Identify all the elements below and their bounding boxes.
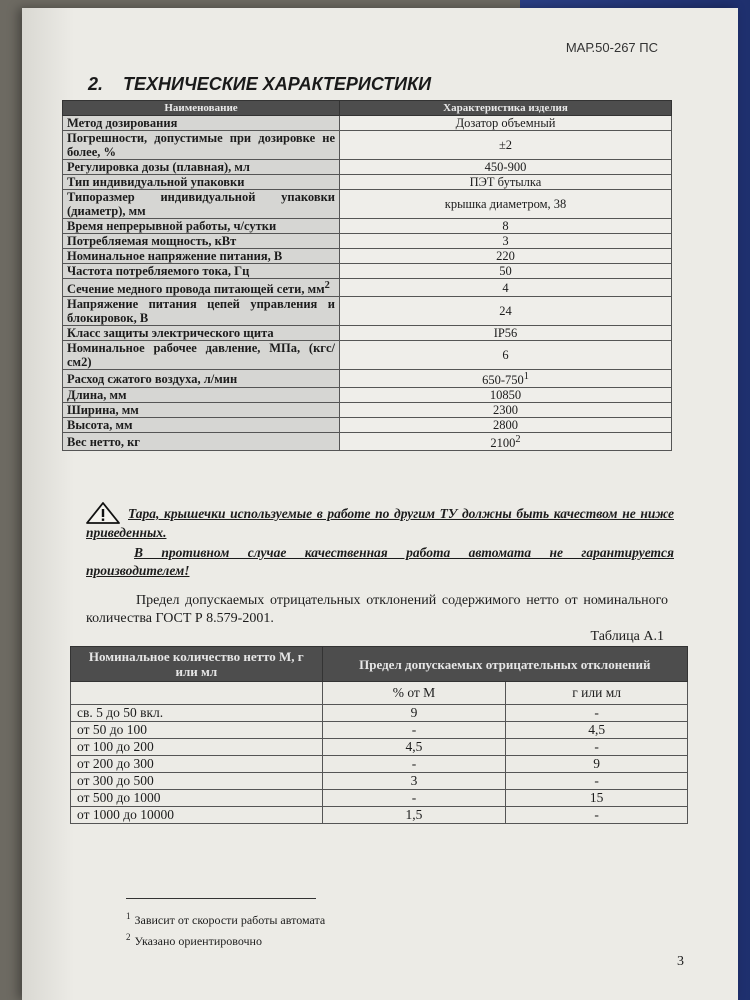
warning-line-2: В противном случае качественная работа автомата не гарантируется производителем!	[86, 545, 674, 578]
dev-pct: -	[322, 722, 506, 739]
footnote: $^2$ Указано ориентировочно	[126, 932, 262, 948]
spec-name: Номинальное напряжение питания, В	[63, 249, 340, 264]
deviation-row	[71, 756, 688, 773]
spec-name: Время непрерывной работы, ч/сутки	[63, 219, 340, 234]
dev-abs: 15	[506, 790, 688, 807]
spec-value: 8	[340, 219, 672, 234]
deviation-row	[71, 722, 688, 739]
specs-row	[63, 297, 672, 326]
dev-pct: 9	[322, 705, 506, 722]
table-label: Таблица А.1	[590, 629, 664, 644]
specs-header-row	[63, 101, 672, 116]
spec-name: Метод дозирования	[63, 116, 340, 131]
dev-abs: -	[506, 807, 688, 824]
spec-name: Номинальное рабочее давление, МПа, (кгс/см2)	[63, 341, 340, 370]
spec-value: 220	[340, 249, 672, 264]
page-number: 3	[677, 954, 684, 969]
dev-pct: -	[322, 756, 506, 773]
specs-body	[63, 116, 672, 451]
spec-name: Типоразмер индивидуальной упаковки (диаметр), мм	[63, 190, 340, 219]
dev-abs: 9	[506, 756, 688, 773]
dev-pct: -	[322, 790, 506, 807]
deviation-row	[71, 807, 688, 824]
specs-row	[63, 160, 672, 175]
section-title-text: ТЕХНИЧЕСКИЕ ХАРАКТЕРИСТИКИ	[123, 74, 432, 94]
dev-range: от 500 до 1000	[71, 790, 323, 807]
dev-range: от 200 до 300	[71, 756, 323, 773]
dev-range: от 100 до 200	[71, 739, 323, 756]
dev-col-nominal: Номинальное количество нетто М, г или мл	[71, 647, 323, 682]
specs-row	[63, 341, 672, 370]
dev-abs: -	[506, 705, 688, 722]
deviations-subheader-row	[71, 682, 688, 705]
spec-value: ПЭТ бутылка	[340, 175, 672, 190]
deviation-row	[71, 739, 688, 756]
spec-value: 10850	[340, 388, 672, 403]
dev-pct: 4,5	[322, 739, 506, 756]
dev-range: от 300 до 500	[71, 773, 323, 790]
dev-sub-abs: г или мл	[506, 682, 688, 705]
spec-value: крышка диаметром, 38	[340, 190, 672, 219]
spec-name: Напряжение питания цепей управления и блокировок, В	[63, 297, 340, 326]
deviation-row	[71, 790, 688, 807]
spec-value: 4	[340, 279, 672, 297]
spec-value: ±2	[340, 131, 672, 160]
specs-col-name: Наименование	[63, 101, 340, 116]
specs-row	[63, 249, 672, 264]
dev-abs: -	[506, 739, 688, 756]
section-title	[88, 74, 431, 95]
dev-abs: 4,5	[506, 722, 688, 739]
spec-name: Ширина, мм	[63, 403, 340, 418]
specs-row	[63, 175, 672, 190]
dev-range: от 1000 до 10000	[71, 807, 323, 824]
dev-range: св. 5 до 50 вкл.	[71, 705, 323, 722]
dev-abs: -	[506, 773, 688, 790]
warning-note	[86, 502, 674, 582]
spec-value: 24	[340, 297, 672, 326]
dev-pct: 3	[322, 773, 506, 790]
specs-row	[63, 219, 672, 234]
spec-value: Дозатор объемный	[340, 116, 672, 131]
deviations-header-row	[71, 647, 688, 682]
spec-value: 2800	[340, 418, 672, 433]
footnote-rule	[126, 898, 316, 899]
spec-name: Класс защиты электрического щита	[63, 326, 340, 341]
specs-row	[63, 388, 672, 403]
warning-triangle-icon	[86, 502, 120, 524]
dev-sub-empty	[71, 682, 323, 705]
footnote: $^1$ Зависит от скорости работы автомата	[126, 911, 326, 927]
specs-row	[63, 116, 672, 131]
spec-name: Длина, мм	[63, 388, 340, 403]
spec-name: Расход сжатого воздуха, л/мин	[63, 370, 340, 388]
spec-value: 3	[340, 234, 672, 249]
dev-pct: 1,5	[322, 807, 506, 824]
spec-value: IP56	[340, 326, 672, 341]
dev-col-limit: Предел допускаемых отрицательных отклонений	[322, 647, 687, 682]
tolerance-paragraph: Предел допускаемых отрицательных отклонений содержимого нетто от номинального количества ГОСТ Р 8.579-2001.	[86, 593, 668, 626]
spec-name: Потребляемая мощность, кВт	[63, 234, 340, 249]
specs-row	[63, 418, 672, 433]
spec-name: Погрешности, допустимые при дозировке не более, %	[63, 131, 340, 160]
spec-value: 6	[340, 341, 672, 370]
spec-name: Вес нетто, кг	[63, 433, 340, 451]
dev-range: от 50 до 100	[71, 722, 323, 739]
specifications-table	[62, 100, 672, 451]
specs-row	[63, 234, 672, 249]
deviations-body	[71, 682, 688, 824]
spec-name: Тип индивидуальной упаковки	[63, 175, 340, 190]
spec-name: Регулировка дозы (плавная), мл	[63, 160, 340, 175]
spec-value: 450-900	[340, 160, 672, 175]
specs-row	[63, 190, 672, 219]
deviation-row	[71, 705, 688, 722]
specs-row	[63, 433, 672, 451]
section-number: 2.	[88, 74, 104, 94]
spec-name: Высота, мм	[63, 418, 340, 433]
specs-row	[63, 370, 672, 388]
deviations-table	[70, 646, 688, 824]
dev-sub-pct: % от М	[322, 682, 506, 705]
footnotes	[126, 908, 325, 950]
spec-value: $650-750^1$	[340, 370, 672, 388]
document-code: МАР.50-267 ПС	[565, 40, 658, 55]
specs-row	[63, 264, 672, 279]
deviation-row	[71, 773, 688, 790]
specs-row	[63, 279, 672, 297]
specs-row	[63, 131, 672, 160]
specs-row	[63, 403, 672, 418]
specs-row	[63, 326, 672, 341]
spec-name: Частота потребляемого тока, Гц	[63, 264, 340, 279]
specs-col-value: Характеристика изделия	[340, 101, 672, 116]
warning-line-1: Тара, крышечки используемые в работе по другим ТУ должны быть качеством не ниже приведенных.	[86, 506, 674, 540]
spec-value: 2300	[340, 403, 672, 418]
spec-name: Сечение медного провода питающей сети, $мм^2$	[63, 279, 340, 297]
spec-value: 50	[340, 264, 672, 279]
spec-value: 2100$^2$	[340, 433, 672, 451]
